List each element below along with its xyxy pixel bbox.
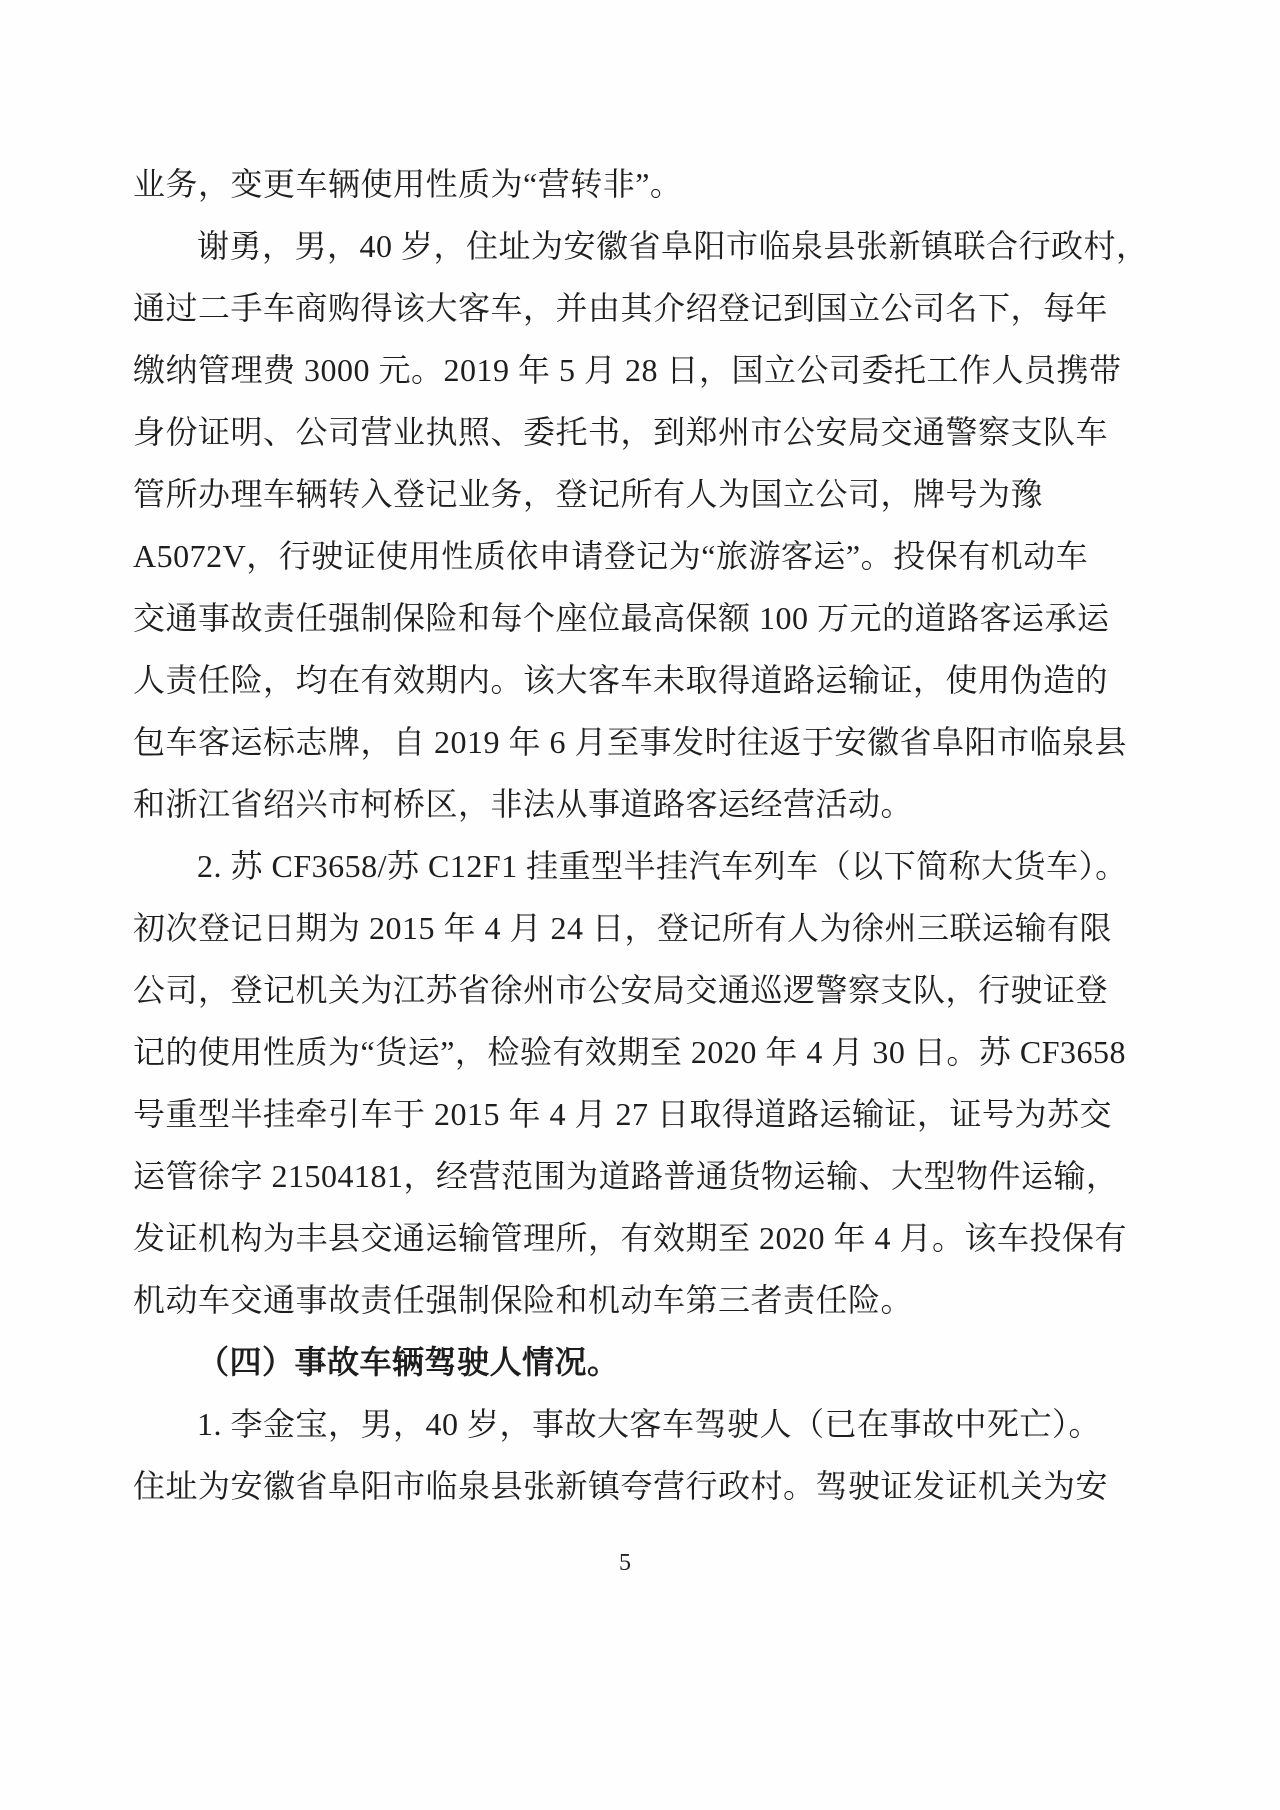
text-line: 管所办理车辆转入登记业务，登记所有人为国立公司，牌号为豫 (133, 476, 1044, 512)
text-line: 运管徐字 21504181，经营范围为道路普通货物运输、大型物件运输， (133, 1158, 1119, 1194)
text-line: A5072V，行驶证使用性质依申请登记为“旅游客运”。投保有机动车 (133, 538, 1089, 574)
text-line: 通过二手车商购得该大客车，并由其介绍登记到国立公司名下，每年 (133, 290, 1109, 326)
text-line: 和浙江省绍兴市柯桥区，非法从事道路客运经营活动。 (133, 786, 914, 822)
text-line: 发证机构为丰县交通运输管理所，有效期至 2020 年 4 月。该车投保有 (133, 1220, 1128, 1256)
document-body (133, 153, 1208, 1517)
text-line: 记的使用性质为“货运”，检验有效期至 2020 年 4 月 30 日。苏 CF3658 (133, 1034, 1127, 1070)
text-line: 交通事故责任强制保险和每个座位最高保额 100 万元的道路客运承运 (133, 600, 1110, 636)
text-line: 住址为安徽省阜阳市临泉县张新镇夸营行政村。驾驶证发证机关为安 (133, 1468, 1109, 1504)
text-line: 缴纳管理费 3000 元。2019 年 5 月 28 日，国立公司委托工作人员携带 (133, 352, 1122, 388)
text-line: 号重型半挂牵引车于 2015 年 4 月 27 日取得道路运输证，证号为苏交 (133, 1096, 1113, 1132)
text-line: 业务，变更车辆使用性质为“营转非”。 (133, 166, 683, 202)
text-line: 公司，登记机关为江苏省徐州市公安局交通巡逻警察支队，行驶证登 (133, 972, 1109, 1008)
section-heading: （四）事故车辆驾驶人情况。 (197, 1344, 620, 1380)
text-line: 初次登记日期为 2015 年 4 月 24 日，登记所有人为徐州三联运输有限 (133, 910, 1113, 946)
page-number: 5 (619, 1550, 631, 1576)
text-line: 人责任险，均在有效期内。该大客车未取得道路运输证，使用伪造的 (133, 662, 1109, 698)
text-line: 谢勇，男，40 岁，住址为安徽省阜阳市临泉县张新镇联合行政村， (197, 228, 1149, 264)
text-line: 机动车交通事故责任强制保险和机动车第三者责任险。 (133, 1282, 914, 1318)
text-line: 身份证明、公司营业执照、委托书，到郑州市公安局交通警察支队车 (133, 414, 1109, 450)
text-line: 包车客运标志牌，自 2019 年 6 月至事发时往返于安徽省阜阳市临泉县 (133, 724, 1128, 760)
text-line: 2. 苏 CF3658/苏 C12F1 挂重型半挂汽车列车（以下简称大货车）。 (197, 848, 1128, 884)
text-line: 1. 李金宝，男，40 岁，事故大客车驾驶人（已在事故中死亡）。 (197, 1406, 1102, 1442)
